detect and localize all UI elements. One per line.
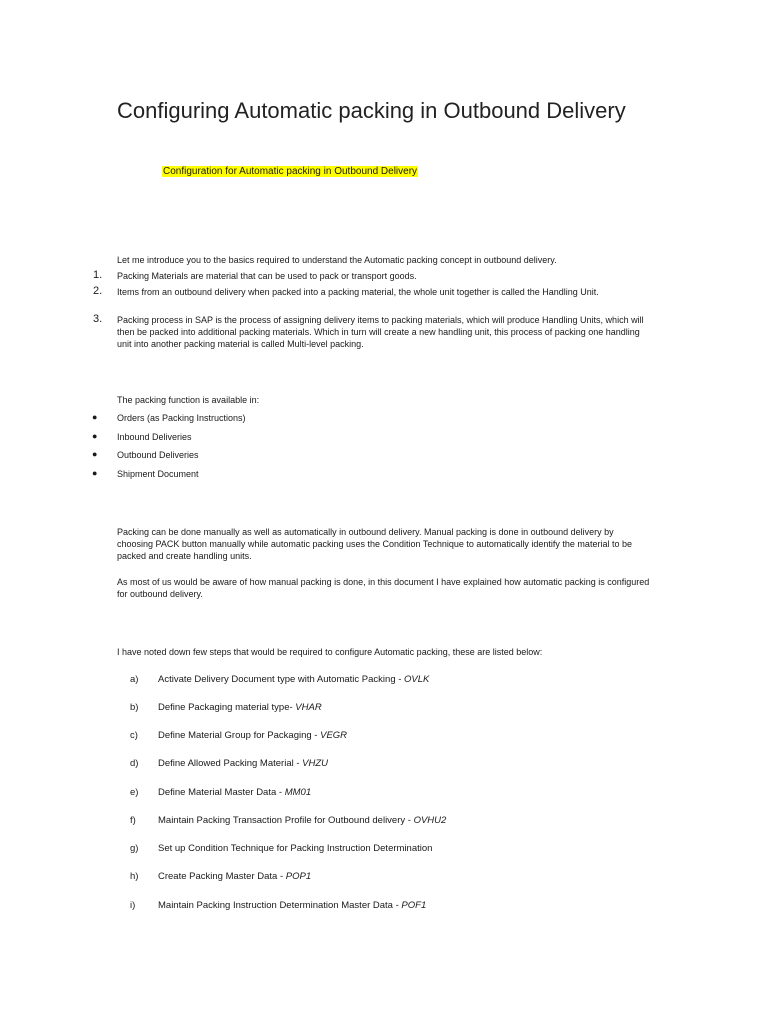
transaction-code: OVHU2	[413, 815, 447, 826]
bullet-item-text: Inbound Deliveries	[117, 432, 192, 442]
transaction-code: VHZU	[302, 758, 329, 769]
step-item: Activate Delivery Document type with Automatic Packing - OVLK	[158, 674, 430, 685]
document-title: Configuring Automatic packing in Outbound Delivery	[117, 98, 626, 123]
packing-intro: The packing function is available in:	[117, 395, 260, 405]
bullet-icon: ●	[92, 431, 98, 441]
bullet-icon: ●	[92, 412, 98, 422]
step-item: Create Packing Master Data - POP1	[158, 871, 312, 882]
steps-intro: I have noted down few steps that would be required to configure Automatic packing, these are listed below:	[117, 647, 543, 657]
step-letter: d)	[130, 758, 139, 769]
step-item: Define Packaging material type- VHAR	[158, 702, 322, 713]
step-letter: a)	[130, 674, 139, 685]
highlighted-subtitle: Configuration for Automatic packing in Outbound Delivery	[163, 166, 418, 177]
transaction-code: MM01	[284, 787, 312, 798]
step-item: Maintain Packing Transaction Profile for Outbound delivery - OVHU2	[158, 815, 447, 826]
transaction-code: POF1	[401, 900, 427, 911]
step-letter: h)	[130, 871, 139, 882]
subtitle-line	[162, 166, 418, 178]
list-item-text: Packing Materials are material that can be used to pack or transport goods.	[117, 271, 417, 281]
step-letter: c)	[130, 730, 138, 741]
transaction-code: POP1	[285, 871, 312, 882]
step-letter: b)	[130, 702, 139, 713]
step-item: Maintain Packing Instruction Determination Master Data - POF1	[158, 900, 427, 911]
manual-vs-auto-paragraph: Packing can be done manually as well as automatically in outbound delivery. Manual packing is done in outbound delivery by choosing PACK button manually while automatic packing uses the Condition Technique to automatically identify the material to be packed and create handling units.	[117, 527, 632, 561]
bullet-item-text: Outbound Deliveries	[117, 450, 199, 460]
step-item: Define Material Master Data - MM01	[158, 787, 312, 798]
step-item: Define Allowed Packing Material - VHZU	[158, 758, 329, 769]
intro-paragraph: Let me introduce you to the basics required to understand the Automatic packing concept in outbound delivery.	[117, 255, 557, 265]
bullet-icon: ●	[92, 468, 98, 478]
transaction-code: OVLK	[404, 674, 430, 685]
list-number: 3.	[93, 313, 103, 325]
bullet-item-text: Shipment Document	[117, 469, 199, 479]
transaction-code: VHAR	[295, 702, 322, 713]
transaction-code: VEGR	[320, 730, 348, 741]
step-item: Set up Condition Technique for Packing Instruction Determination	[158, 843, 433, 854]
bullet-item-text: Orders (as Packing Instructions)	[117, 413, 246, 423]
list-item-text: Packing process in SAP is the process of assigning delivery items to packing materials, which will produce Handling Units, which will then be packed into additional packing materials. Which in turn will create a new handling unit, this process of packing one handling unit into another packing material is called Multi-level packing.	[117, 315, 644, 349]
step-letter: g)	[130, 843, 139, 854]
step-letter: i)	[130, 900, 136, 911]
step-letter: f)	[130, 815, 136, 826]
explanation-paragraph: As most of us would be aware of how manual packing is done, in this document I have explained how automatic packing is configured for outbound delivery.	[117, 577, 650, 599]
list-number: 2.	[93, 285, 103, 297]
bullet-icon: ●	[92, 449, 98, 459]
list-item-text: Items from an outbound delivery when packed into a packing material, the whole unit together is called the Handling Unit.	[117, 287, 599, 297]
list-number: 1.	[93, 269, 103, 281]
step-letter: e)	[130, 787, 139, 798]
step-item: Define Material Group for Packaging - VEGR	[158, 730, 348, 741]
